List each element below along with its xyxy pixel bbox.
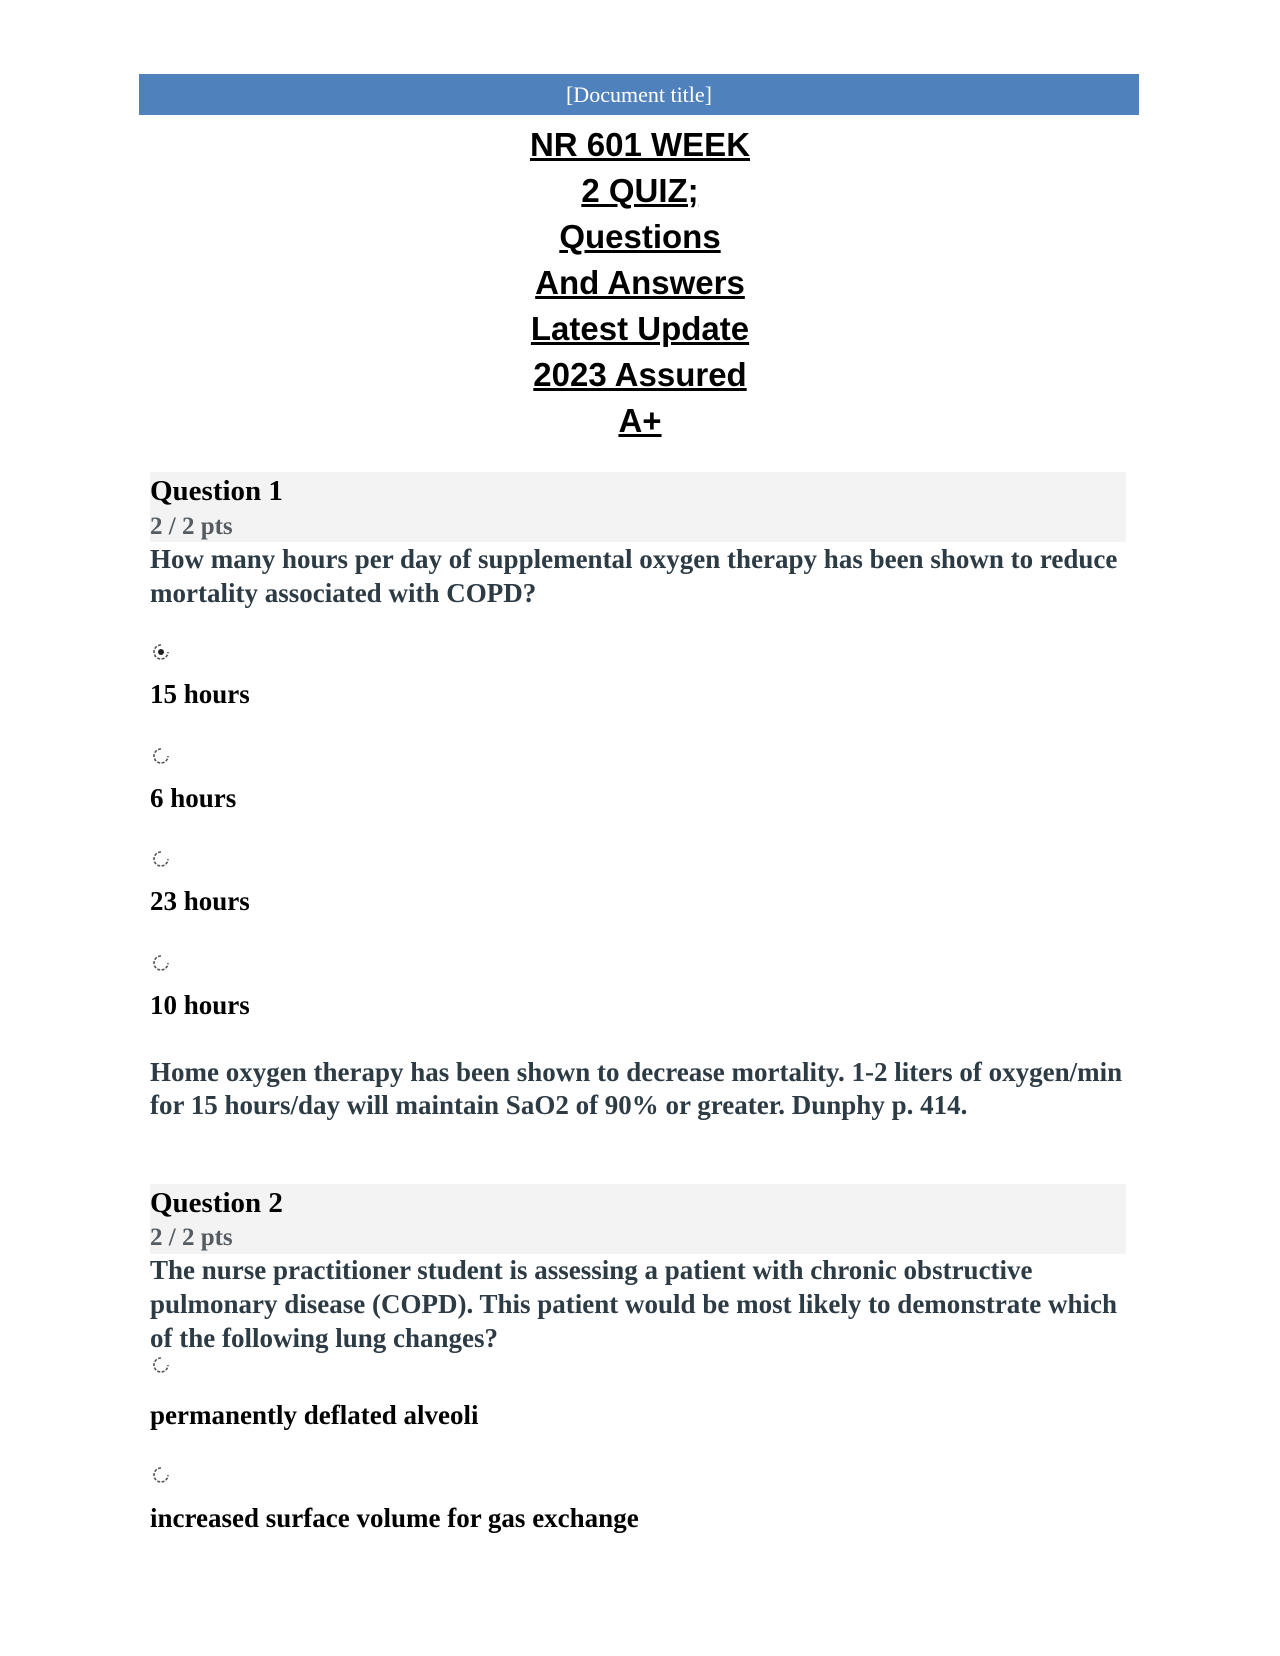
radio-unselected-icon[interactable]: [153, 1357, 169, 1373]
question-1-header: [150, 472, 1126, 542]
document-title-header: [Document title]: [139, 74, 1139, 115]
title-line: NR 601 WEEK: [529, 126, 751, 163]
title-line: And Answers: [535, 264, 745, 301]
radio-unselected-icon[interactable]: [153, 748, 169, 764]
radio-selected-icon[interactable]: [153, 644, 169, 660]
answer-option[interactable]: permanently deflated alveoli: [150, 1400, 479, 1430]
answer-option[interactable]: 23 hours: [150, 886, 250, 916]
radio-unselected-icon[interactable]: [153, 1467, 169, 1483]
question-2-points: 2 / 2 pts: [150, 1224, 233, 1251]
radio-unselected-icon[interactable]: [153, 851, 169, 867]
title-line: 2023 Assured: [533, 356, 747, 393]
question-2-header: [150, 1184, 1126, 1254]
title-line: Questions: [559, 218, 721, 255]
question-1-points: 2 / 2 pts: [150, 513, 233, 540]
page-title: [440, 122, 840, 444]
title-line: Latest Update: [530, 310, 750, 347]
question-1-text: How many hours per day of supplemental oxygen therapy has been shown to reduce mortality associated with COPD?: [150, 544, 1118, 608]
title-line: A+: [618, 402, 662, 439]
title-line: 2 QUIZ;: [581, 172, 699, 209]
question-2-title: Question 2: [150, 1187, 283, 1219]
answer-option[interactable]: 10 hours: [150, 990, 250, 1020]
radio-unselected-icon[interactable]: [153, 955, 169, 971]
answer-option[interactable]: 15 hours: [150, 679, 250, 709]
question-2-text: The nurse practitioner student is assessing a patient with chronic obstructive pulmonary disease (COPD). This patient would be most likely to demonstrate which of the following lung changes?: [150, 1255, 1118, 1353]
question-1-explanation: Home oxygen therapy has been shown to decrease mortality. 1-2 liters of oxygen/min for 15 hours/day will maintain SaO2 of 90% or greater. Dunphy p. 414.: [150, 1057, 1123, 1120]
answer-option[interactable]: increased surface volume for gas exchange: [150, 1503, 639, 1533]
answer-option[interactable]: 6 hours: [150, 783, 237, 813]
question-1-title: Question 1: [150, 475, 283, 507]
